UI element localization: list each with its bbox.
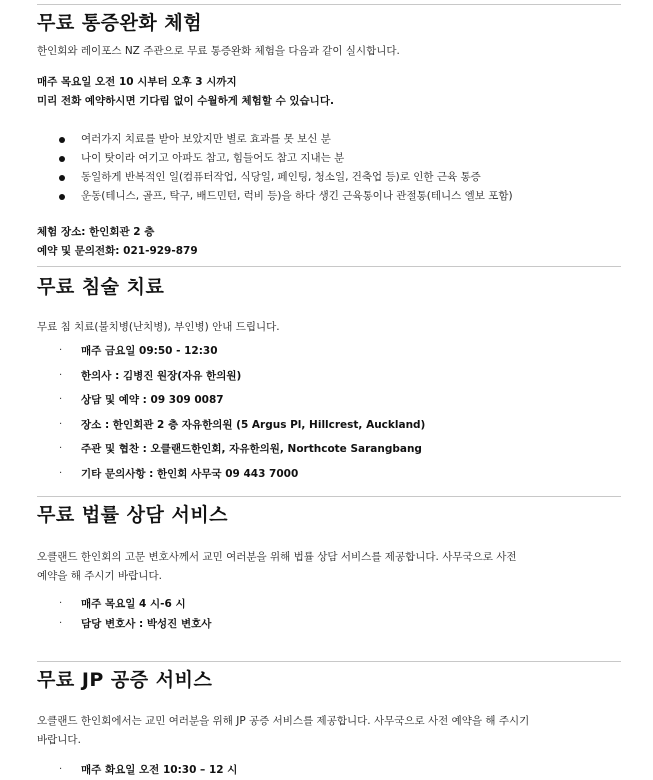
- bullet-icon: ·: [59, 764, 63, 775]
- section-intro: 한인회와 레이포스 NZ 주관으로 무료 통증완화 체험을 다음과 같이 실시합니다.: [37, 45, 400, 57]
- section-legal: [37, 496, 621, 634]
- list-item: 동일하게 반복적인 일(컴퓨터작업, 식당일, 페인팅, 청소일, 건축업 등)로 인한 근육 통증: [37, 168, 621, 187]
- list-item: · 한의사 : 김병진 원장(자유 한의원): [37, 364, 621, 389]
- place-text: 체험 장소: 한인회관 2 층: [37, 226, 155, 238]
- section-acupuncture: [37, 266, 621, 486]
- bullet-icon: [59, 194, 65, 200]
- bullet-icon: ·: [59, 598, 63, 609]
- bullet-icon: [59, 156, 65, 162]
- list-item: · 상담 및 예약 : 09 309 0087: [37, 388, 621, 413]
- list-item: 운동(테니스, 골프, 탁구, 배드민턴, 럭비 등)을 하다 생긴 근육통이나 관절통(테니스 엘보 포함): [37, 187, 621, 206]
- divider: [37, 496, 621, 497]
- target-list: [37, 130, 621, 206]
- list-item: · 장소 : 한인회관 2 층 자유한의원 (5 Argus Pl, Hillcrest, Auckland): [37, 413, 621, 438]
- info-list: [37, 339, 621, 486]
- bullet-icon: [59, 137, 65, 143]
- list-item: · 매주 화요일 오전 10:30 – 12 시: [37, 760, 621, 780]
- list-item: 나이 탓이라 여기고 아파도 참고, 힘들어도 참고 지내는 분: [37, 149, 621, 168]
- section-intro: 오클랜드 한인회에서는 교민 여러분을 위해 JP 공증 서비스를 제공합니다. 사무국으로 사전 예약을 해 주시기: [37, 715, 530, 727]
- bullet-icon: ·: [59, 369, 63, 381]
- contact-text: 예약 및 문의전화: 021-929-879: [37, 245, 198, 257]
- reservation-note: 미리 전화 예약하시면 기다림 없이 수월하게 체험할 수 있습니다.: [37, 95, 334, 107]
- list-item: · 매주 목요일 4 시-6 시: [37, 594, 621, 614]
- section-intro: 오클랜드 한인회의 고문 변호사께서 교민 여러분을 위해 법률 상담 서비스를 제공합니다. 사무국으로 사전: [37, 551, 517, 563]
- list-item: 여러가지 치료를 받아 보았지만 별로 효과를 못 보신 분: [37, 130, 621, 149]
- schedule-text: 매주 목요일 오전 10 시부터 오후 3 시까지: [37, 76, 237, 88]
- section-intro-cont: 예약을 해 주시기 바랍니다.: [37, 570, 162, 582]
- bullet-icon: ·: [59, 618, 63, 629]
- bullet-icon: ·: [59, 345, 63, 356]
- section-title: 무료 침술 치료: [37, 276, 165, 298]
- section-intro-cont: 바랍니다.: [37, 734, 81, 746]
- list-item: · 주관 및 협찬 : 오클랜드한인회, 자유한의원, Northcote Sarangbang: [37, 437, 621, 462]
- section-pain-relief: [37, 4, 621, 261]
- section-title: 무료 통증완화 체험: [37, 12, 203, 34]
- section-title: 무료 JP 공증 서비스: [37, 669, 213, 691]
- list-item: · 매주 금요일 09:50 - 12:30: [37, 339, 621, 364]
- section-jp-notary: [37, 661, 621, 780]
- section-intro: 무료 침 치료(불치병(난치병), 부인병) 안내 드립니다.: [37, 321, 280, 333]
- divider: [37, 4, 621, 5]
- list-item: · 기타 문의사항 : 한인회 사무국 09 443 7000: [37, 462, 621, 487]
- divider: [37, 661, 621, 662]
- info-list: [37, 760, 621, 780]
- bullet-icon: ·: [59, 418, 63, 430]
- divider: [37, 266, 621, 267]
- bullet-icon: ·: [59, 467, 63, 479]
- section-title: 무료 법률 상담 서비스: [37, 504, 229, 526]
- bullet-icon: ·: [59, 443, 63, 454]
- info-list: [37, 594, 621, 634]
- bullet-icon: [59, 175, 65, 181]
- list-item: · 담당 변호사 : 박성진 변호사: [37, 614, 621, 634]
- bullet-icon: ·: [59, 394, 63, 405]
